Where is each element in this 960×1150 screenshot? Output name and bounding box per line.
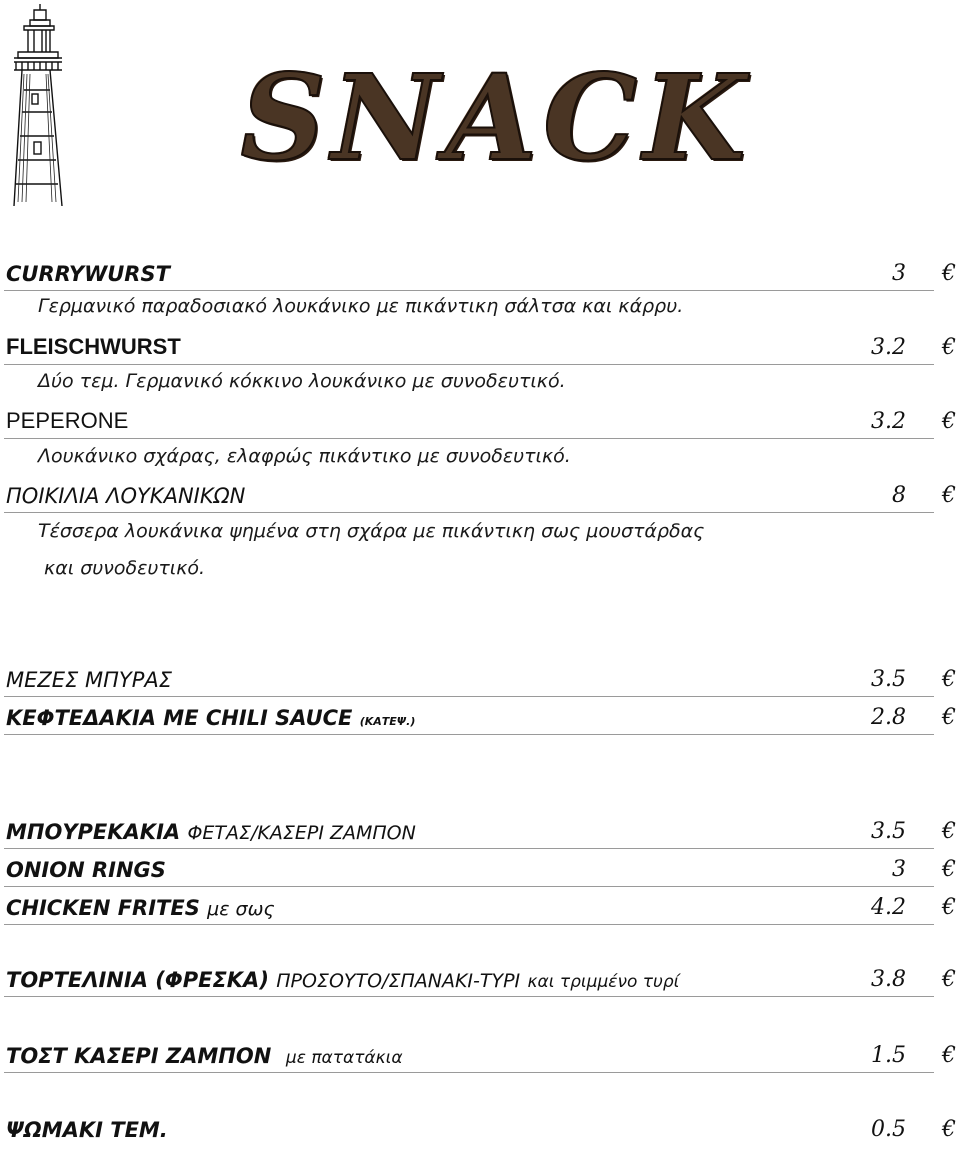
menu-item (4, 474, 956, 513)
item-name (6, 896, 275, 920)
item-price: 0.5 (871, 1117, 906, 1142)
item-name: ΜΕΖΕΣ ΜΠΥΡΑΣ (6, 668, 173, 692)
menu-item (4, 1034, 956, 1073)
menu-item (4, 886, 956, 925)
item-description: Τέσσερα λουκάνικα ψημένα στη σχάρα με πικάντικη σως μουστάρδας (38, 520, 705, 542)
item-name-text: CHICKEN FRITES (6, 896, 200, 920)
item-price: 3.5 (871, 819, 906, 844)
item-price: 3 (892, 857, 906, 882)
item-price: 1.5 (871, 1043, 906, 1068)
item-name: CURRYWURST (6, 262, 170, 286)
menu-item (4, 252, 956, 291)
item-description: Λουκάνικο σχάρας, ελαφρώς πικάντικο με συνοδευτικό. (38, 445, 571, 467)
item-description: και συνοδευτικό. (44, 557, 206, 579)
item-name-text: ΚΕΦΤΕΔΑΚΙΑ ΜΕ CHILI SAUCE (6, 706, 353, 730)
euro-symbol: € (942, 1117, 956, 1142)
item-name: ΨΩΜΑΚΙ ΤΕΜ. (6, 1118, 168, 1142)
menu-item (4, 400, 956, 439)
item-name-text: ΜΠΟΥΡΕΚΑΚΙΑ (6, 820, 181, 844)
euro-symbol: € (942, 483, 956, 508)
item-subtitle: με πατατάκια (285, 1048, 403, 1068)
euro-symbol: € (942, 967, 956, 992)
menu-item (4, 958, 956, 997)
item-price: 3.5 (871, 667, 906, 692)
item-name (6, 968, 679, 992)
menu-item (4, 696, 956, 735)
menu-item (4, 326, 956, 365)
item-note: (ΚΑΤΕΨ.) (359, 715, 416, 728)
item-subtitle: ΠΡΟΣΟΥΤΟ/ΣΠΑΝΑΚΙ-ΤΥΡΙ (276, 970, 521, 992)
item-name (6, 1044, 403, 1068)
item-name: PEPERONE (6, 408, 129, 433)
item-price: 3.2 (871, 409, 906, 434)
menu-item (4, 1108, 956, 1146)
item-description: Γερμανικό παραδοσιακό λουκάνικο με πικάντικη σάλτσα και κάρρυ. (38, 295, 684, 317)
euro-symbol: € (942, 261, 956, 286)
item-description: Δύο τεμ. Γερμανικό κόκκινο λουκάνικο με συνοδευτικό. (38, 370, 566, 392)
euro-symbol: € (942, 857, 956, 882)
menu-item (4, 848, 956, 887)
euro-symbol: € (942, 895, 956, 920)
item-name: FLEISCHWURST (6, 334, 181, 359)
menu-title: SNACK (240, 48, 752, 187)
item-subtitle: με σως (207, 898, 275, 920)
euro-symbol: € (942, 335, 956, 360)
item-price: 3.2 (871, 335, 906, 360)
item-name: ΠΟΙΚΙΛΙΑ ΛΟΥΚΑΝΙΚΩΝ (6, 484, 246, 508)
item-subtitle-extra: και τριμμένο τυρί (527, 972, 680, 992)
item-subtitle: ΦΕΤΑΣ/ΚΑΣΕΡΙ ΖΑΜΠΟΝ (187, 822, 416, 844)
item-name: ONION RINGS (6, 858, 166, 882)
euro-symbol: € (942, 705, 956, 730)
item-price: 3.8 (871, 967, 906, 992)
item-name-text: ΤΟΣΤ ΚΑΣΕΡΙ ΖΑΜΠΟΝ (6, 1044, 272, 1068)
item-name (6, 820, 416, 844)
menu-item (4, 810, 956, 849)
euro-symbol: € (942, 667, 956, 692)
item-price: 3 (892, 261, 906, 286)
item-price: 8 (892, 483, 906, 508)
euro-symbol: € (942, 819, 956, 844)
item-price: 4.2 (871, 895, 906, 920)
euro-symbol: € (942, 409, 956, 434)
item-name (6, 706, 415, 730)
menu-item (4, 658, 956, 697)
euro-symbol: € (942, 1043, 956, 1068)
item-name-text: ΤΟΡΤΕΛΙΝΙΑ (ΦΡΕΣΚΑ) (6, 968, 269, 992)
item-price: 2.8 (871, 705, 906, 730)
